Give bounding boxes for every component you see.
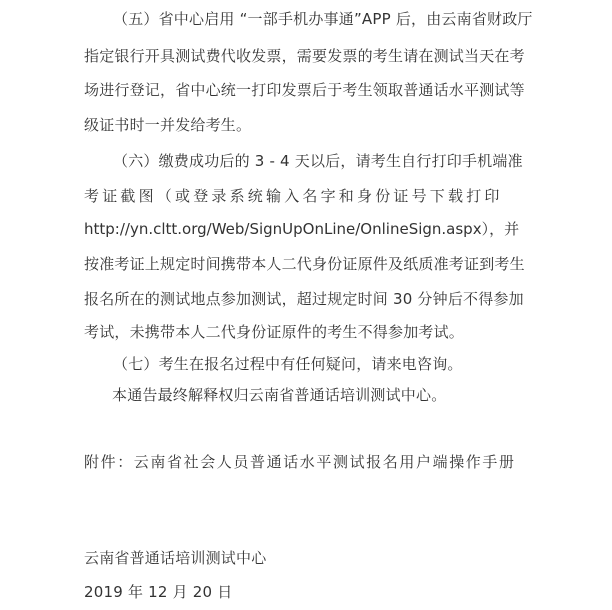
paragraph-5-line-2: 指定银行开具测试费代收发票，需要发票的考生请在测试当天在考 [84,47,525,65]
paragraph-5-line-1: （五）省中心启用 “一部手机办事通”APP 后，由云南省财政厅 [113,10,533,28]
attachment-note: 附件：云南省社会人员普通话水平测试报名用户端操作手册 [84,453,516,471]
paragraph-6-line-1: （六）缴费成功后的 3 - 4 天以后，请考生自行打印手机端准 [113,152,523,170]
final-statement: 本通告最终解释权归云南省普通话培训测试中心。 [112,386,447,404]
paragraph-6-line-3: http://yn.cltt.org/Web/SignUpOnLine/OnlineSign.aspx），并 [84,220,520,238]
signature-organization: 云南省普通话培训测试中心 [84,549,267,567]
paragraph-7: （七）考生在报名过程中有任何疑问，请来电咨询。 [113,355,463,373]
paragraph-6-line-4: 按准考证上规定时间携带本人二代身份证原件及纸质准考证到考生 [84,255,525,273]
signature-date: 2019 年 12 月 20 日 [84,583,233,601]
paragraph-5-line-3: 场进行登记，省中心统一打印发票后于考生领取普通话水平测试等 [84,81,525,99]
paragraph-6-line-5: 报名所在的测试地点参加测试，超过规定时间 30 分钟后不得参加 [84,290,524,308]
paragraph-6-line-2: 考证截图（或登录系统输入名字和身份证号下载打印 [84,187,503,205]
paragraph-6-line-6: 考试，未携带本人二代身份证原件的考生不得参加考试。 [84,323,465,341]
paragraph-5-line-4: 级证书时一并发给考生。 [84,116,252,134]
